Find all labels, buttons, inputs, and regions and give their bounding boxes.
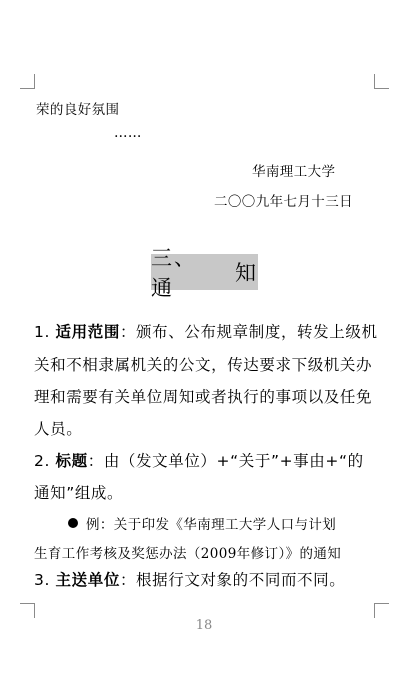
page-corner-mark-bottom-right [374,603,389,618]
item3-number: 3. [34,571,50,589]
example-line1 [68,513,336,533]
item1-line2: 关和不相隶属机关的公文，传达要求下级机关办 [34,356,373,374]
item2-number: 2. [34,452,50,470]
item2-line1 [34,451,364,471]
ellipsis-line: …… [114,125,142,141]
item1-line1 [34,322,378,342]
bullet-icon [68,518,78,528]
section-heading-part2: 知 [235,261,258,285]
signature-organization: 华南理工大学 [252,164,336,180]
item1-term: 适用范围 [55,323,120,341]
item1-line3: 理和需要有关单位周知或者执行的事项以及任免 [34,388,373,406]
example-line2: 生育工作考核及奖惩办法（2009年修订）》的通知 [34,546,342,562]
item1-number: 1. [34,323,50,341]
page-corner-mark-bottom-left [20,603,35,618]
item2-term: 标题 [55,452,88,470]
item1-line4: 人员。 [34,420,83,438]
page-corner-mark-top-left [20,74,35,89]
previous-text-line: 荣的良好氛围 [36,102,120,118]
item3-text-line1: ：根据行文对象的不同而不同。 [119,571,346,589]
item2-text-line1: ：由（发文单位）+“关于”+事由+“的 [87,452,364,470]
page-corner-mark-top-right [374,74,389,89]
item3-line1 [34,570,345,590]
signature-date: 二〇〇九年七月十三日 [214,194,353,210]
page-number: 18 [195,618,213,633]
section-heading-part1: 三、通 [151,246,197,300]
item1-text-line1: ：颁布、公布规章制度，转发上级机 [119,323,378,341]
item2-line2: 通知”组成。 [34,484,124,502]
section-heading [151,246,258,300]
example-text-line1: 例：关于印发《华南理工大学人口与计划 [86,517,337,533]
item3-term: 主送单位 [55,571,120,589]
